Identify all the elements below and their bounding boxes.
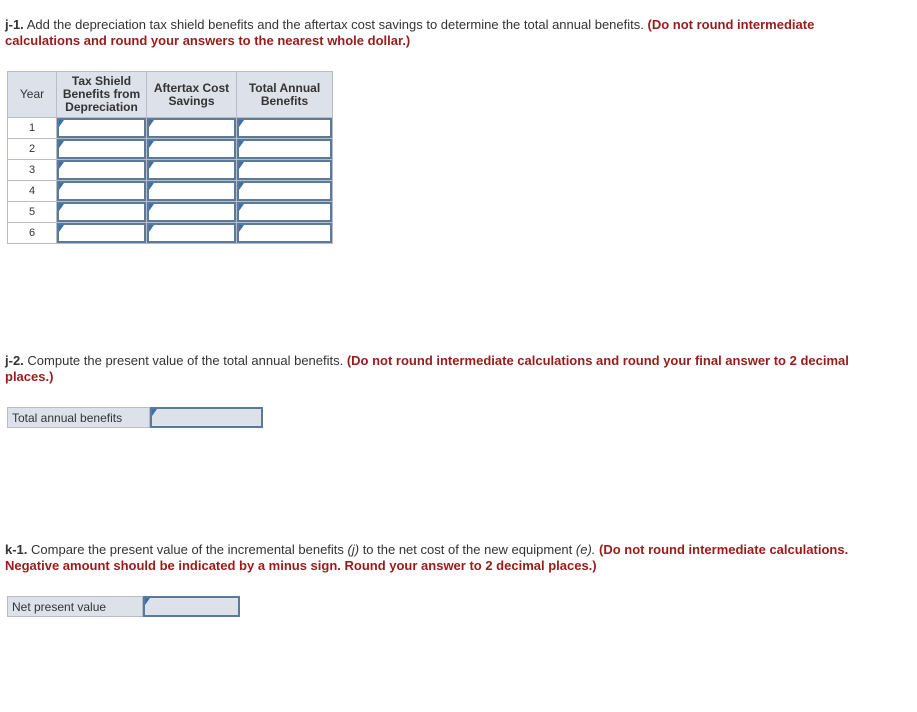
total-input-1[interactable] <box>237 118 332 138</box>
year-cell: 3 <box>8 160 57 181</box>
header-aftertax-savings: Aftertax Cost Savings <box>147 72 237 118</box>
tax-shield-input-4[interactable] <box>57 181 146 201</box>
answer-marker-icon <box>239 183 244 190</box>
table-row <box>8 202 333 223</box>
annual-benefits-table <box>7 71 333 244</box>
net-present-value-label: Net present value <box>7 596 143 617</box>
tax-shield-input-2[interactable] <box>57 139 146 159</box>
rounding-note: (Do not round intermediate calculations and round your answers to the nearest whole dollar.) <box>5 17 815 48</box>
table-row <box>8 139 333 160</box>
net-present-value-row <box>7 596 240 617</box>
answer-marker-icon <box>59 204 64 211</box>
question-j1-text <box>5 17 885 49</box>
rounding-note: (Do not round intermediate calculations. Negative amount should be indicated by a minus sign. Round your answer to 2 decimal places.) <box>5 542 849 573</box>
answer-marker-icon <box>149 141 154 148</box>
question-number: j-2. <box>5 353 24 368</box>
question-text: Compute the present value of the total annual benefits. <box>23 353 347 368</box>
total-annual-benefits-label: Total annual benefits <box>7 407 150 428</box>
rounding-note: (Do not round intermediate calculations and round your final answer to 2 decimal places.) <box>5 353 849 384</box>
total-annual-benefits-input[interactable] <box>150 407 263 428</box>
net-present-value-input[interactable] <box>143 596 240 617</box>
year-cell: 6 <box>8 223 57 244</box>
answer-marker-icon <box>239 141 244 148</box>
answer-marker-icon <box>149 225 154 232</box>
tax-shield-input-5[interactable] <box>57 202 146 222</box>
answer-marker-icon <box>152 409 157 416</box>
question-text: Compare the present value of the incremental benefits <box>27 542 348 557</box>
answer-marker-icon <box>59 162 64 169</box>
tax-shield-input-3[interactable] <box>57 160 146 180</box>
year-cell: 4 <box>8 181 57 202</box>
question-j2-text <box>5 353 885 385</box>
total-input-3[interactable] <box>237 160 332 180</box>
answer-marker-icon <box>149 162 154 169</box>
aftertax-input-4[interactable] <box>147 181 236 201</box>
table-row <box>8 181 333 202</box>
table-row <box>8 118 333 139</box>
question-text: Add the depreciation tax shield benefits and the aftertax cost savings to determine the total annual benefits. <box>23 17 648 32</box>
table-row <box>8 160 333 181</box>
answer-marker-icon <box>149 183 154 190</box>
year-cell: 5 <box>8 202 57 223</box>
aftertax-input-2[interactable] <box>147 139 236 159</box>
reference-e: (e). <box>575 542 596 557</box>
total-input-6[interactable] <box>237 223 332 243</box>
aftertax-input-5[interactable] <box>147 202 236 222</box>
answer-marker-icon <box>145 598 150 605</box>
table-row <box>8 223 333 244</box>
answer-marker-icon <box>149 204 154 211</box>
answer-marker-icon <box>59 120 64 127</box>
total-annual-benefits-row <box>7 407 263 428</box>
question-text-continued: to the net cost of the new equipment <box>359 542 576 557</box>
answer-marker-icon <box>239 225 244 232</box>
question-number: j-1. <box>5 17 24 32</box>
aftertax-input-1[interactable] <box>147 118 236 138</box>
header-year: Year <box>8 72 57 118</box>
aftertax-input-6[interactable] <box>147 223 236 243</box>
header-total-benefits: Total Annual Benefits <box>237 72 333 118</box>
answer-marker-icon <box>59 225 64 232</box>
answer-marker-icon <box>239 162 244 169</box>
year-cell: 1 <box>8 118 57 139</box>
question-number: k-1. <box>5 542 28 557</box>
answer-marker-icon <box>149 120 154 127</box>
reference-j: (j) <box>347 542 360 557</box>
answer-marker-icon <box>239 120 244 127</box>
answer-marker-icon <box>239 204 244 211</box>
aftertax-input-3[interactable] <box>147 160 236 180</box>
tax-shield-input-6[interactable] <box>57 223 146 243</box>
answer-marker-icon <box>59 183 64 190</box>
answer-marker-icon <box>59 141 64 148</box>
question-k1-text <box>5 542 885 574</box>
header-tax-shield: Tax Shield Benefits from Depreciation <box>57 72 147 118</box>
tax-shield-input-1[interactable] <box>57 118 146 138</box>
total-input-4[interactable] <box>237 181 332 201</box>
year-cell: 2 <box>8 139 57 160</box>
total-input-5[interactable] <box>237 202 332 222</box>
total-input-2[interactable] <box>237 139 332 159</box>
